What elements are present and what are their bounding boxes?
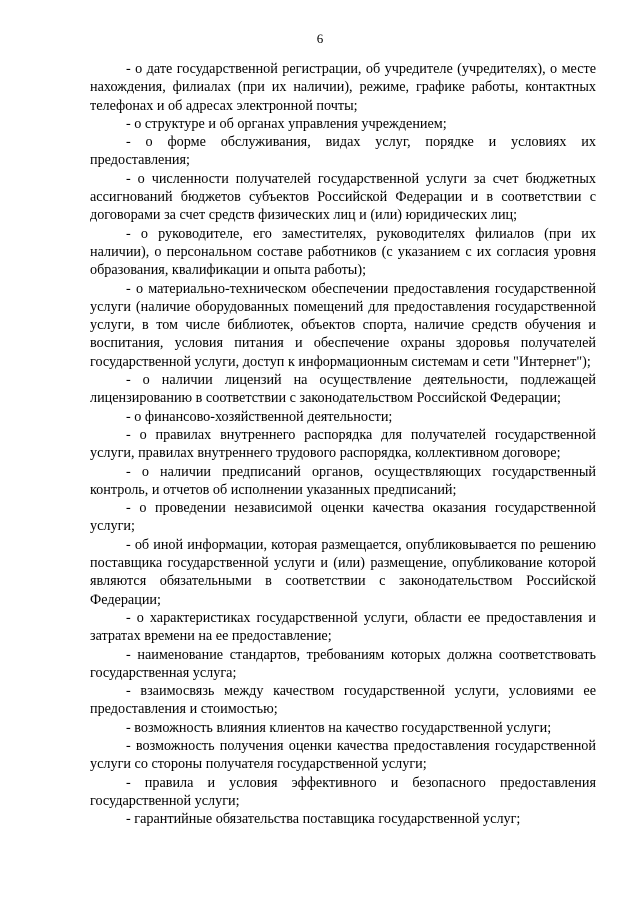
paragraph-management: - о руководителе, его заместителях, руководителях филиалов (при их наличии), о персональном составе работников (с указанием с их согласия уровня образования, квалификации и опыта работы); — [90, 225, 596, 279]
paragraph-quality-relation: - взаимосвязь между качеством государственной услуги, условиями ее предоставления и стоимостью; — [90, 683, 596, 718]
page-number: 6 — [316, 31, 324, 46]
paragraph-recipients-count: - о численности получателей государственной услуги за счет бюджетных ассигнований бюджетов субъектов Российской Федерации и в соответствии с договорами за счет средств физических лиц и (или) юридических лиц; — [90, 170, 596, 224]
paragraph-licenses: - о наличии лицензий на осуществление деятельности, подлежащей лицензированию в соответствии с законодательством Российской Федерации; — [90, 372, 596, 407]
paragraph-guarantees: - гарантийные обязательства поставщика государственной услуг; — [126, 811, 521, 828]
paragraph-internal-rules: - о правилах внутреннего распорядка для получателей государственной услуги, правилах внутреннего трудового распорядка, коллективном договоре; — [90, 426, 596, 462]
paragraph-prescriptions: - о наличии предписаний органов, осуществляющих государственный контроль, и отчетов об исполнении указанных предписаний; — [90, 463, 596, 498]
paragraph-service-characteristics: - о характеристиках государственной услуги, области ее предоставления и затратах времени на ее предоставление; — [90, 609, 596, 645]
paragraph-independent-assessment: - о проведении независимой оценки качества оказания государственной услуги; — [90, 500, 596, 535]
paragraph-standards: - наименование стандартов, требованиям которых должна соответствовать государственная услуга; — [90, 646, 596, 681]
document-body — [90, 60, 596, 828]
paragraph-financial-activity: - о финансово-хозяйственной деятельности; — [126, 408, 393, 425]
paragraph-service-form: - о форме обслуживания, видах услуг, порядке и условиях их предоставления; — [90, 134, 596, 169]
paragraph-structure: - о структуре и об органах управления учреждением; — [126, 115, 447, 132]
paragraph-client-influence: - возможность влияния клиентов на качество государственной услуги; — [126, 719, 552, 736]
paragraph-material-support: - о материально-техническом обеспечении предоставления государственной услуги (наличие оборудованных помещений для предоставления государственной услуги, в том числе библиотек, объектов спорта, наличие средств обучения и воспитания, условия питания и обеспечение охраны здоровья получателей государственной услуги, доступ к информационным системам и сети "Интернет"); — [90, 280, 596, 370]
paragraph-quality-assessment: - возможность получения оценки качества предоставления государственной услуги со стороны получателя государственной услуги; — [90, 737, 596, 773]
paragraph-other-info: - об иной информации, которая размещается, опубликовывается по решению поставщика государственной услуги и (или) размещение, опубликование которой являются обязательными в соответствии с законодательством Российской Федерации; — [90, 536, 596, 608]
paragraph-registration-info: - о дате государственной регистрации, об учредителе (учредителях), о месте нахождения, филиалах (при их наличии), режиме, графике работы, контактных телефонах и об адресах электронной почты; — [90, 61, 596, 114]
paragraph-safety-rules: - правила и условия эффективного и безопасного предоставления государственной услуги; — [90, 774, 596, 809]
